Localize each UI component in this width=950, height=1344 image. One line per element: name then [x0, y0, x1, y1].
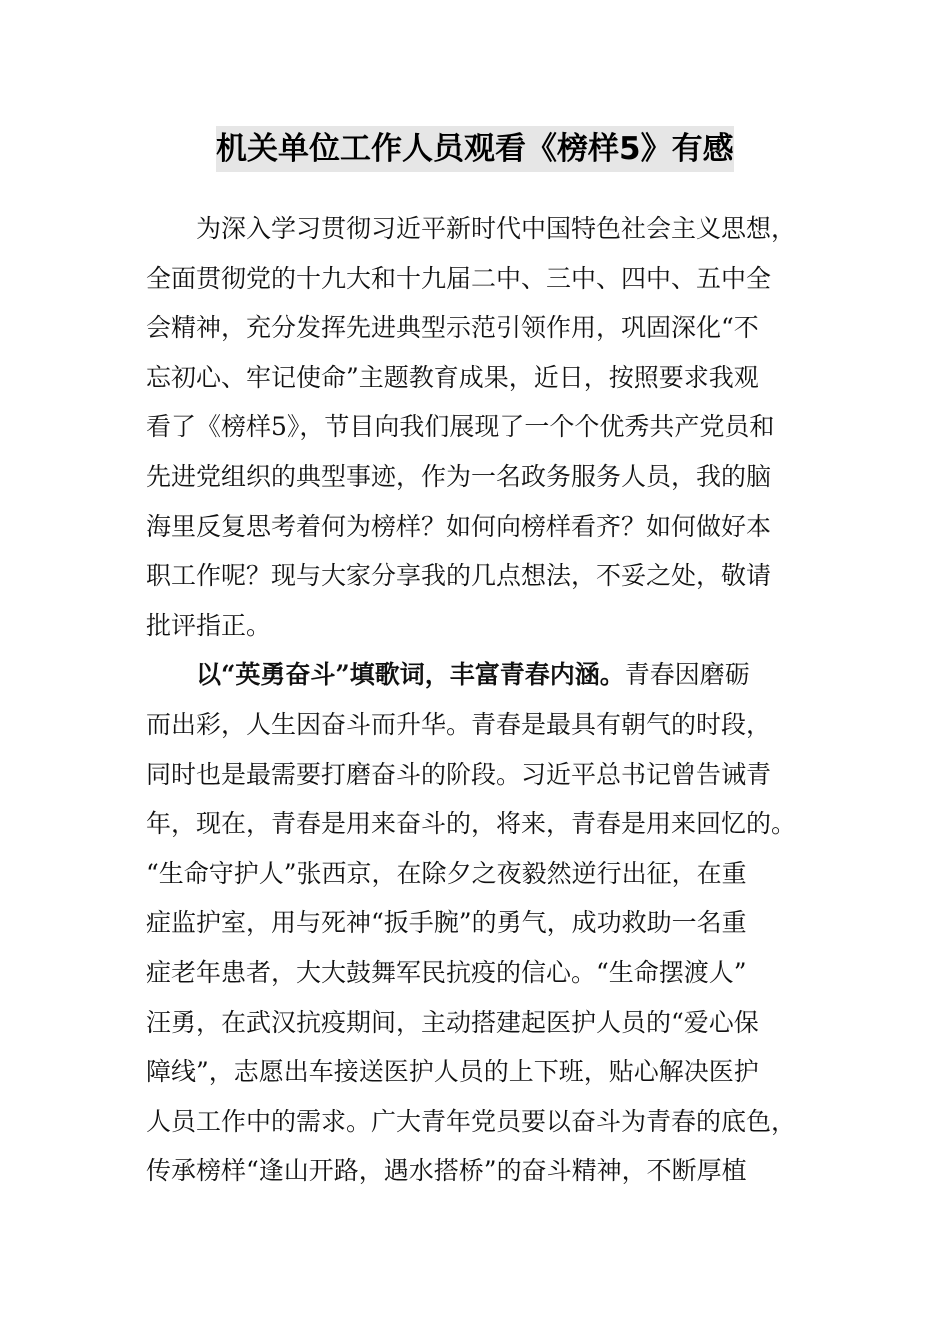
text-line: 年，现在，青春是用来奋斗的，将来，青春是用来回忆的。	[146, 809, 797, 839]
text-line: “生命守护人”张西京，在除夕之夜毅然逆行出征，在重	[146, 858, 747, 888]
text-line: 先进党组织的典型事迹，作为一名政务服务人员，我的脑	[146, 461, 772, 491]
text-line: 忘初心、牢记使命”主题教育成果，近日，按照要求我观	[146, 362, 759, 392]
text-span: 青春因磨砺	[624, 660, 750, 690]
text-line: 为深入学习贯彻习近平新时代中国特色社会主义思想，	[196, 214, 797, 243]
text-line: 汪勇，在武汉抗疫期间，主动搭建起医护人员的“爱心保	[146, 1007, 759, 1037]
paragraph-1	[146, 204, 806, 650]
text-line: 症监护室，用与死神“扳手腕”的勇气，成功救助一名重	[146, 908, 747, 938]
text-line: 职工作呢？现与大家分享我的几点想法，不妥之处，敬请	[146, 561, 772, 591]
document-body	[146, 204, 806, 1196]
text-line: 人员工作中的需求。广大青年党员要以奋斗为青春的底色，	[146, 1106, 797, 1136]
text-line: 而出彩，人生因奋斗而升华。青春是最具有朝气的时段，	[146, 709, 772, 739]
text-line: 会精神，充分发挥先进典型示范引领作用，巩固深化“不	[146, 313, 759, 343]
paragraph-heading: 以“英勇奋斗”填歌词，丰富青春内涵。	[196, 660, 625, 690]
paragraph-2	[146, 650, 806, 1196]
text-line: 看了《榜样5》，节目向我们展现了一个个优秀共产党员和	[146, 412, 775, 442]
text-line: 传承榜样“逢山开路，遇水搭桥”的奋斗精神，不断厚植	[146, 1156, 747, 1186]
text-line: 批评指正。	[146, 610, 272, 640]
text-line: 症老年患者，大大鼓舞军民抗疫的信心。“生命摆渡人”	[146, 957, 747, 987]
text-line: 海里反复思考着何为榜样？如何向榜样看齐？如何做好本	[146, 511, 772, 541]
text-line	[146, 650, 806, 700]
text-line: 同时也是最需要打磨奋斗的阶段。习近平总书记曾告诫青	[146, 759, 772, 789]
text-line: 障线”，志愿出车接送医护人员的上下班，贴心解决医护	[146, 1057, 759, 1087]
text-line: 全面贯彻党的十九大和十九届二中、三中、四中、五中全	[146, 263, 772, 293]
title-container	[216, 126, 804, 172]
document-title: 机关单位工作人员观看《榜样5》有感	[216, 126, 734, 172]
